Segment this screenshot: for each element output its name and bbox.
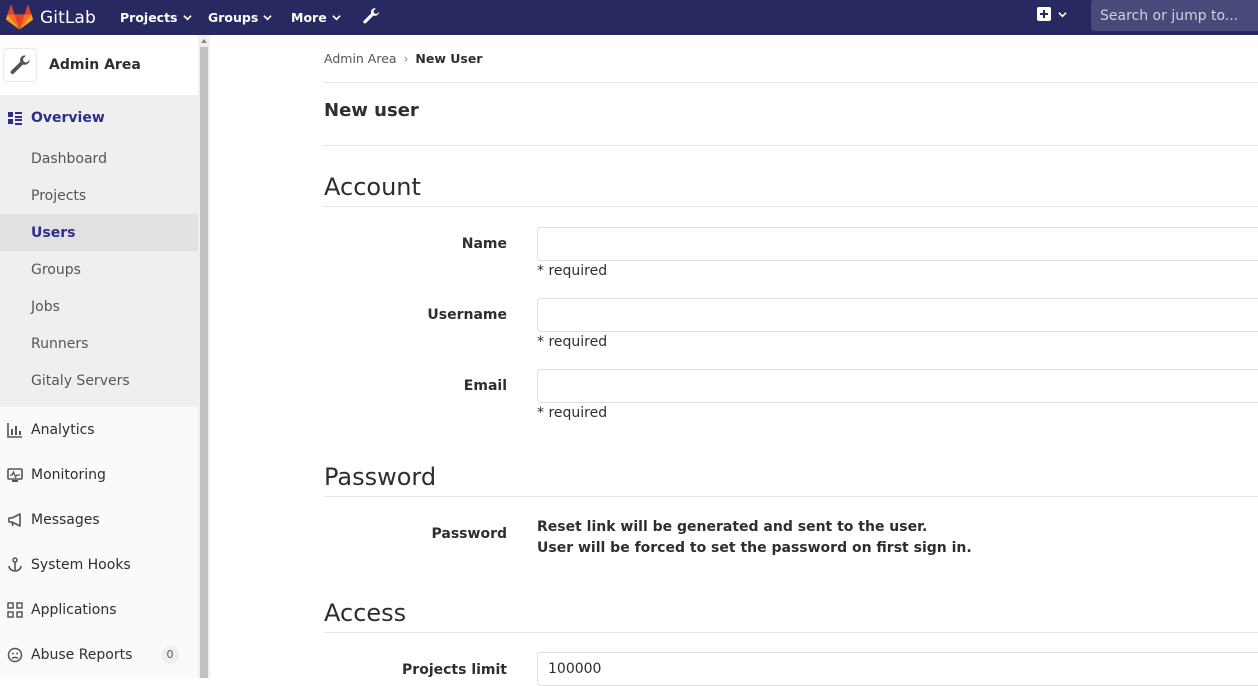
sidebar-item-label: Groups (31, 261, 81, 278)
sidebar-item-label: Runners (31, 335, 89, 352)
divider (324, 206, 1258, 207)
projects-dropdown-label: Projects (120, 10, 178, 25)
password-info-line-2: User will be forced to set the password on first sign in. (537, 540, 972, 556)
analytics-icon (7, 422, 23, 438)
email-required-hint: * required (537, 405, 608, 421)
chevron-down-icon (263, 13, 272, 22)
projects-limit-field[interactable] (537, 652, 1258, 686)
sidebar-item-label: Projects (31, 187, 87, 204)
name-field[interactable] (537, 227, 1258, 261)
projects-dropdown[interactable] (120, 0, 192, 35)
name-required-hint: * required (537, 263, 608, 279)
sidebar-header[interactable] (0, 35, 209, 96)
access-legend: Access (324, 599, 407, 627)
page-title: New user (324, 100, 419, 121)
groups-dropdown-label: Groups (208, 10, 259, 25)
sidebar-scrollbar[interactable] (198, 35, 210, 678)
divider (324, 82, 1258, 83)
sidebar-item-label: Jobs (31, 298, 60, 315)
search-box (1091, 0, 1258, 31)
sidebar-subitem-jobs[interactable] (0, 288, 198, 325)
breadcrumb (324, 51, 482, 66)
sidebar-subitem-users[interactable] (0, 214, 198, 251)
scroll-up-arrow-icon[interactable] (201, 39, 207, 43)
sidebar-item-label: Users (31, 224, 76, 241)
sidebar-item-label: System Hooks (31, 556, 131, 573)
sidebar-item-label: Messages (31, 511, 100, 528)
gitlab-logo-icon (6, 5, 33, 30)
projects-limit-label: Projects limit (402, 662, 507, 678)
sidebar-item-label: Abuse Reports (31, 646, 133, 663)
sidebar-item-analytics[interactable] (0, 407, 198, 452)
scrollbar-thumb[interactable] (200, 47, 208, 678)
gitlab-logo-text: GitLab (40, 7, 96, 28)
search-input[interactable] (1091, 0, 1258, 31)
sidebar-item-label: Gitaly Servers (31, 372, 130, 389)
abuse-count-badge: 0 (161, 646, 179, 664)
sidebar-item-overview[interactable] (0, 96, 198, 140)
sidebar-item-applications[interactable] (0, 587, 198, 632)
groups-dropdown[interactable] (208, 0, 272, 35)
sidebar-item-label: Monitoring (31, 466, 106, 483)
sidebar-item-monitoring[interactable] (0, 452, 198, 497)
applications-icon (7, 602, 23, 618)
sidebar-item-abuse-reports[interactable] (0, 632, 198, 677)
divider (324, 496, 1258, 497)
username-label: Username (427, 307, 507, 323)
anchor-icon (7, 557, 23, 573)
password-label: Password (431, 526, 507, 542)
sidebar-item-messages[interactable] (0, 497, 198, 542)
monitor-icon (7, 467, 23, 483)
password-legend: Password (324, 463, 437, 491)
admin-wrench-icon[interactable] (362, 7, 380, 25)
sidebar-title: Admin Area (49, 57, 141, 73)
email-field[interactable] (537, 369, 1258, 403)
divider (324, 632, 1258, 633)
overview-icon (7, 110, 23, 126)
sidebar-subitem-dashboard[interactable] (0, 140, 198, 177)
wrench-icon (9, 54, 31, 76)
sidebar-item-label: Dashboard (31, 150, 107, 167)
breadcrumb-separator-icon: › (403, 51, 409, 66)
sad-face-icon (7, 647, 23, 663)
sidebar-subitem-groups[interactable] (0, 251, 198, 288)
chevron-down-icon (1058, 10, 1067, 19)
sidebar-item-label: Analytics (31, 421, 95, 438)
sidebar-subitem-gitaly-servers[interactable] (0, 362, 198, 399)
top-navbar (0, 0, 1258, 35)
username-field[interactable] (537, 298, 1258, 332)
divider (324, 145, 1258, 146)
breadcrumb-admin-area[interactable]: Admin Area (324, 51, 397, 66)
chevron-down-icon (332, 13, 341, 22)
sidebar-subitem-projects[interactable] (0, 177, 198, 214)
admin-sidebar (0, 35, 210, 678)
admin-avatar (3, 48, 37, 82)
megaphone-icon (7, 512, 23, 528)
new-item-dropdown[interactable] (1037, 7, 1067, 21)
password-info-line-1: Reset link will be generated and sent to the user. (537, 519, 928, 535)
sidebar-item-system-hooks[interactable] (0, 542, 198, 587)
email-label: Email (463, 378, 507, 394)
sidebar-item-label: Overview (31, 110, 105, 126)
plus-square-icon (1037, 7, 1051, 21)
sidebar-item-label: Applications (31, 601, 117, 618)
name-label: Name (461, 236, 507, 252)
username-required-hint: * required (537, 334, 608, 350)
gitlab-home-link[interactable] (6, 0, 96, 35)
more-dropdown[interactable] (291, 0, 341, 35)
breadcrumb-current[interactable]: New User (415, 51, 483, 66)
account-legend: Account (324, 173, 421, 201)
chevron-down-icon (183, 13, 192, 22)
more-dropdown-label: More (291, 10, 327, 25)
sidebar-subitem-runners[interactable] (0, 325, 198, 362)
